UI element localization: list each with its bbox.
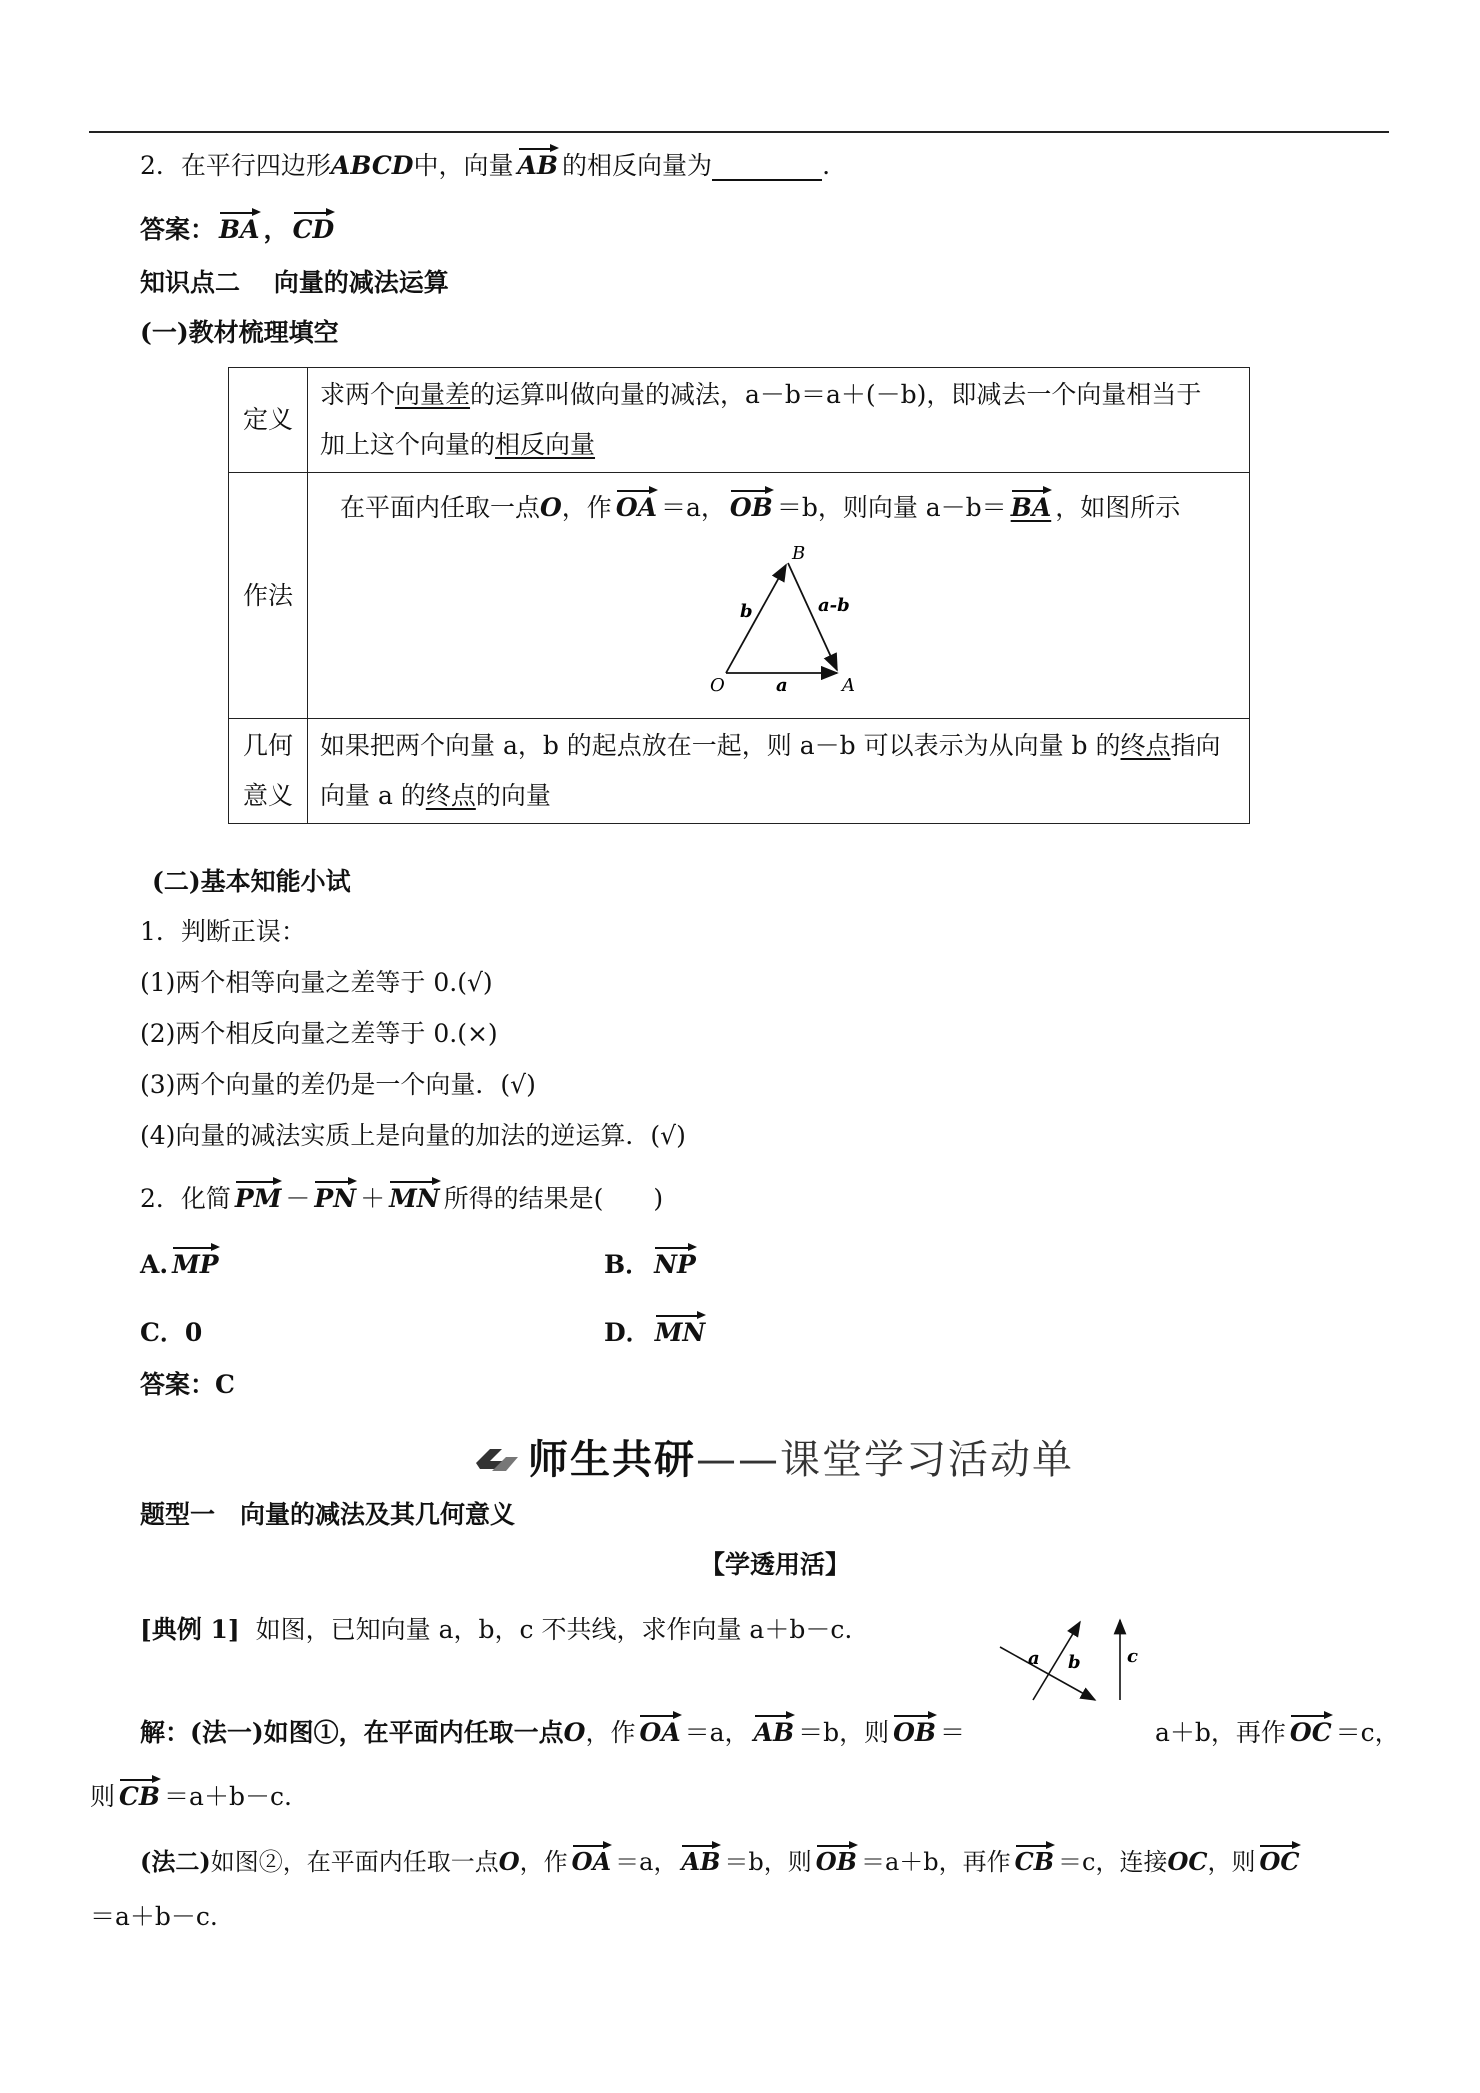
sol2-text-a: (法二) bbox=[140, 1847, 211, 1876]
method-text-a: 在平面内任取一点 bbox=[340, 493, 541, 522]
sol2-vector-cb: CB bbox=[1014, 1847, 1055, 1876]
method-text-d: ＝b，则向量 a－b＝ bbox=[776, 493, 1007, 522]
sol2-text-b: 如图②，在平面内任取一点 bbox=[210, 1848, 499, 1876]
table-row-definition bbox=[229, 368, 1250, 473]
vector-ba: BA bbox=[219, 215, 260, 244]
label-o-point: O bbox=[710, 675, 725, 696]
judge-item-3: (3)两个向量的差仍是一个向量．(√) bbox=[140, 1070, 536, 1099]
option-a bbox=[140, 1250, 223, 1280]
judge-item-2: (2)两个相反向量之差等于 0.(×) bbox=[140, 1019, 498, 1048]
sol2-text-e: ＝b，则 bbox=[724, 1848, 812, 1876]
answer-1 bbox=[140, 215, 338, 245]
sol2-text-h: ，则 bbox=[1207, 1848, 1256, 1876]
sol1-text-g: ＝c， bbox=[1335, 1718, 1400, 1747]
sol1-vector-ab: AB bbox=[753, 1718, 795, 1747]
answer-2: 答案：C bbox=[140, 1370, 235, 1399]
judge-item-4: (4)向量的减法实质上是向量的加法的逆运算．(√) bbox=[140, 1121, 686, 1150]
vector-ab: AB bbox=[517, 151, 559, 180]
answer-label: 答案： bbox=[140, 215, 216, 244]
sol1-text-a: 解：(法一)如图①，在平面内任取一点 bbox=[140, 1718, 564, 1747]
label-a-point: A bbox=[842, 675, 855, 696]
def-text-3: 加上这个向量的 bbox=[320, 430, 496, 459]
solution-2-line-2: ＝a＋b－c. bbox=[90, 1902, 218, 1931]
option-b bbox=[604, 1250, 700, 1280]
method-text bbox=[340, 493, 1180, 523]
simplify-prefix: 2．化简 bbox=[140, 1184, 231, 1213]
subsection-title-2: (二)基本知能小试 bbox=[152, 867, 351, 896]
op-plus: ＋ bbox=[360, 1184, 386, 1213]
sol2-vector-oa: OA bbox=[571, 1847, 612, 1876]
vector-cd: CD bbox=[292, 215, 335, 244]
sol2-text-f: ＝a＋b，再作 bbox=[860, 1848, 1011, 1876]
sol1-text-l2b: ＝a＋b－c. bbox=[164, 1782, 292, 1811]
q2-text-suffix: 的相反向量为 bbox=[562, 151, 713, 180]
label-b: b bbox=[1068, 1652, 1081, 1673]
question-2-line bbox=[140, 151, 830, 181]
judge-title: 1．判断正误： bbox=[140, 917, 306, 946]
sol2-point-o: O bbox=[498, 1847, 520, 1876]
vector-ba-underlined: BA bbox=[1010, 493, 1052, 522]
judge-item-1: (1)两个相等向量之差等于 0.(√) bbox=[140, 968, 493, 997]
method-cell bbox=[308, 473, 1250, 719]
top-rule bbox=[89, 131, 1389, 133]
section-banner bbox=[472, 1428, 1074, 1485]
geometry-label bbox=[229, 719, 308, 824]
label-c: c bbox=[1127, 1646, 1138, 1667]
point-o: O bbox=[540, 493, 562, 522]
example-1 bbox=[140, 1615, 852, 1645]
geo-text-2: 指向 bbox=[1170, 731, 1221, 760]
sol2-text-d: ＝a， bbox=[615, 1848, 678, 1876]
sol2-vector-ob: OB bbox=[815, 1847, 857, 1876]
option-d bbox=[604, 1318, 709, 1348]
def-underline: 向量差 bbox=[395, 380, 471, 409]
sol1-vector-cb: CB bbox=[119, 1782, 161, 1811]
geo-text-3: 向量 a 的 bbox=[320, 781, 426, 810]
sol1-text-d: ＝b，则 bbox=[798, 1718, 890, 1747]
sol1-text-b: ，作 bbox=[585, 1718, 636, 1747]
method-label: 作法 bbox=[229, 473, 308, 719]
option-a-label: A. bbox=[140, 1250, 169, 1279]
table-row-method bbox=[229, 473, 1250, 719]
label-vector-a: a bbox=[776, 675, 788, 696]
vector-mn-option: MN bbox=[654, 1318, 706, 1347]
sol1-point-o: O bbox=[563, 1718, 586, 1747]
vector-mn: MN bbox=[389, 1184, 440, 1213]
option-b-label: B． bbox=[604, 1250, 651, 1279]
geo-text-4: 的向量 bbox=[475, 781, 551, 810]
vector-a-minus-b-line bbox=[788, 563, 837, 670]
triangle-figure bbox=[688, 543, 908, 703]
example-label: [典例 1] bbox=[140, 1615, 240, 1644]
q2-end: . bbox=[822, 151, 831, 180]
def-text: 求两个 bbox=[320, 380, 396, 409]
sol1-vector-oa: OA bbox=[639, 1718, 681, 1747]
geo-text: 如果把两个向量 a，b 的起点放在一起，则 a－b 可以表示为从向量 b 的 bbox=[320, 731, 1121, 760]
simplify-question bbox=[140, 1184, 663, 1214]
q2-text: 2．在平行四边形 bbox=[140, 151, 331, 180]
sol2-segment-oc: OC bbox=[1167, 1847, 1208, 1876]
method-text-e: ，如图所示 bbox=[1055, 493, 1181, 522]
geometry-label-2: 意义 bbox=[242, 781, 293, 810]
def-text-2: 的运算叫做向量的减法，a－b＝a＋(－b)，即减去一个向量相当于 bbox=[470, 380, 1202, 409]
sol2-vector-ab: AB bbox=[681, 1847, 721, 1876]
sol2-vector-oc: OC bbox=[1259, 1847, 1300, 1876]
vector-np: NP bbox=[654, 1250, 696, 1279]
solution-1-line-2 bbox=[90, 1782, 292, 1812]
banner-logo-icon bbox=[472, 1443, 522, 1477]
sol1-text-f: a＋b，再作 bbox=[1155, 1718, 1286, 1747]
vectors-abc-figure bbox=[995, 1612, 1155, 1712]
vector-b-line bbox=[726, 565, 786, 673]
label-vector-a-minus-b: a-b bbox=[818, 595, 850, 616]
knowledge-table bbox=[228, 367, 1250, 824]
vector-a-arrow bbox=[1000, 1647, 1095, 1700]
solution-1-line-1 bbox=[140, 1718, 965, 1748]
definition-label: 定义 bbox=[229, 368, 308, 473]
solution-2-line-1 bbox=[140, 1848, 1304, 1877]
geometry-cell bbox=[308, 719, 1250, 824]
label-a: a bbox=[1028, 1648, 1040, 1669]
banner-rest: ——课堂学习活动单 bbox=[696, 1437, 1074, 1483]
sol1-text-l2a: 则 bbox=[90, 1782, 116, 1811]
option-d-label: D． bbox=[604, 1318, 651, 1347]
sol1-text-c: ＝a， bbox=[684, 1718, 750, 1747]
geometry-label-1: 几何 bbox=[242, 731, 293, 760]
banner-main: 师生共研 bbox=[528, 1437, 696, 1483]
subsection-title: (一)教材梳理填空 bbox=[140, 318, 339, 347]
q2-abcd: ABCD bbox=[330, 151, 414, 180]
example-text: 如图，已知向量 a，b，c 不共线，求作向量 a＋b－c. bbox=[255, 1615, 853, 1644]
answer-sep: ， bbox=[263, 215, 289, 244]
sol1-text-e: ＝ bbox=[940, 1718, 966, 1747]
section-title: 知识点二 向量的减法运算 bbox=[140, 268, 449, 297]
method-text-b: ，作 bbox=[561, 493, 612, 522]
def-underline-2: 相反向量 bbox=[495, 430, 596, 459]
type-title: 题型一 向量的减法及其几何意义 bbox=[140, 1500, 516, 1529]
solution-1-line-1-right bbox=[1155, 1718, 1400, 1748]
geo-underline: 终点 bbox=[1120, 731, 1171, 760]
label-b-point: B bbox=[792, 543, 806, 564]
label-vector-b: b bbox=[740, 601, 753, 622]
method-text-c: ＝a， bbox=[661, 493, 726, 522]
geo-underline-2: 终点 bbox=[425, 781, 476, 810]
sol1-vector-oc: OC bbox=[1289, 1718, 1332, 1747]
vector-pn: PN bbox=[314, 1184, 357, 1213]
q2-text-mid: 中，向量 bbox=[413, 151, 514, 180]
sol2-text-g: ＝c，连接 bbox=[1058, 1848, 1168, 1876]
option-c: C．0 bbox=[140, 1318, 203, 1347]
simplify-suffix: 所得的结果是( ) bbox=[443, 1184, 664, 1213]
table-row-geometry bbox=[229, 719, 1250, 824]
vector-ob: OB bbox=[729, 493, 773, 522]
vector-oa: OA bbox=[615, 493, 657, 522]
sol1-vector-ob: OB bbox=[893, 1718, 937, 1747]
sol2-text-c: ，作 bbox=[519, 1848, 568, 1876]
definition-cell bbox=[308, 368, 1250, 473]
op-minus: － bbox=[285, 1184, 311, 1213]
vector-pm: PM bbox=[234, 1184, 282, 1213]
vector-mp: MP bbox=[172, 1250, 219, 1279]
fill-blank bbox=[712, 155, 822, 181]
learn-title: 【学透用活】 bbox=[700, 1550, 851, 1579]
